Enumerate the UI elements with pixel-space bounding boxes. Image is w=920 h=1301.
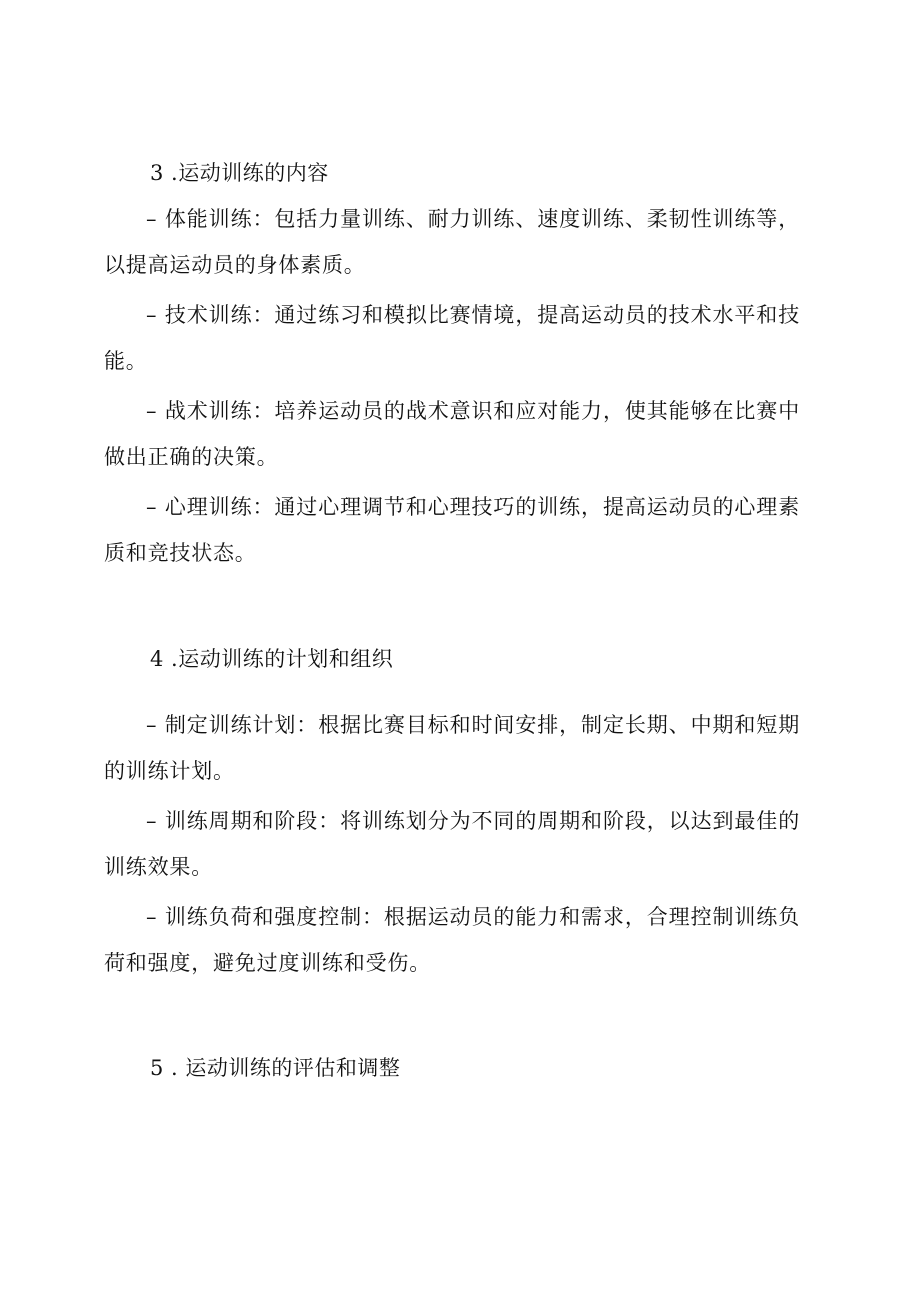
paragraph-technical-training: – 技术训练：通过练习和模拟比赛情境，提高运动员的技术水平和技能。 bbox=[104, 303, 800, 373]
paragraph-load-control: – 训练负荷和强度控制：根据运动员的能力和需求，合理控制训练负荷和强度，避免过度训练和受伤。 bbox=[104, 905, 800, 975]
paragraph-physical-training: – 体能训练：包括力量训练、耐力训练、速度训练、柔韧性训练等，以提高运动员的身体素质。 bbox=[104, 207, 800, 277]
paragraph-training-cycles: – 训练周期和阶段：将训练划分为不同的周期和阶段，以达到最佳的训练效果。 bbox=[104, 809, 800, 879]
paragraph-make-training-plan: – 制定训练计划：根据比赛目标和时间安排，制定长期、中期和短期的训练计划。 bbox=[104, 713, 800, 783]
paragraph-psychological-training: – 心理训练：通过心理调节和心理技巧的训练，提高运动员的心理素质和竞技状态。 bbox=[104, 495, 800, 565]
section-heading-training-plan: 4 .运动训练的计划和组织 bbox=[150, 647, 394, 671]
section-heading-training-content: 3 .运动训练的内容 bbox=[150, 161, 329, 185]
paragraph-tactical-training: – 战术训练：培养运动员的战术意识和应对能力，使其能够在比赛中做出正确的决策。 bbox=[104, 399, 800, 469]
section-heading-evaluation: 5 . 运动训练的评估和调整 bbox=[150, 1056, 401, 1080]
